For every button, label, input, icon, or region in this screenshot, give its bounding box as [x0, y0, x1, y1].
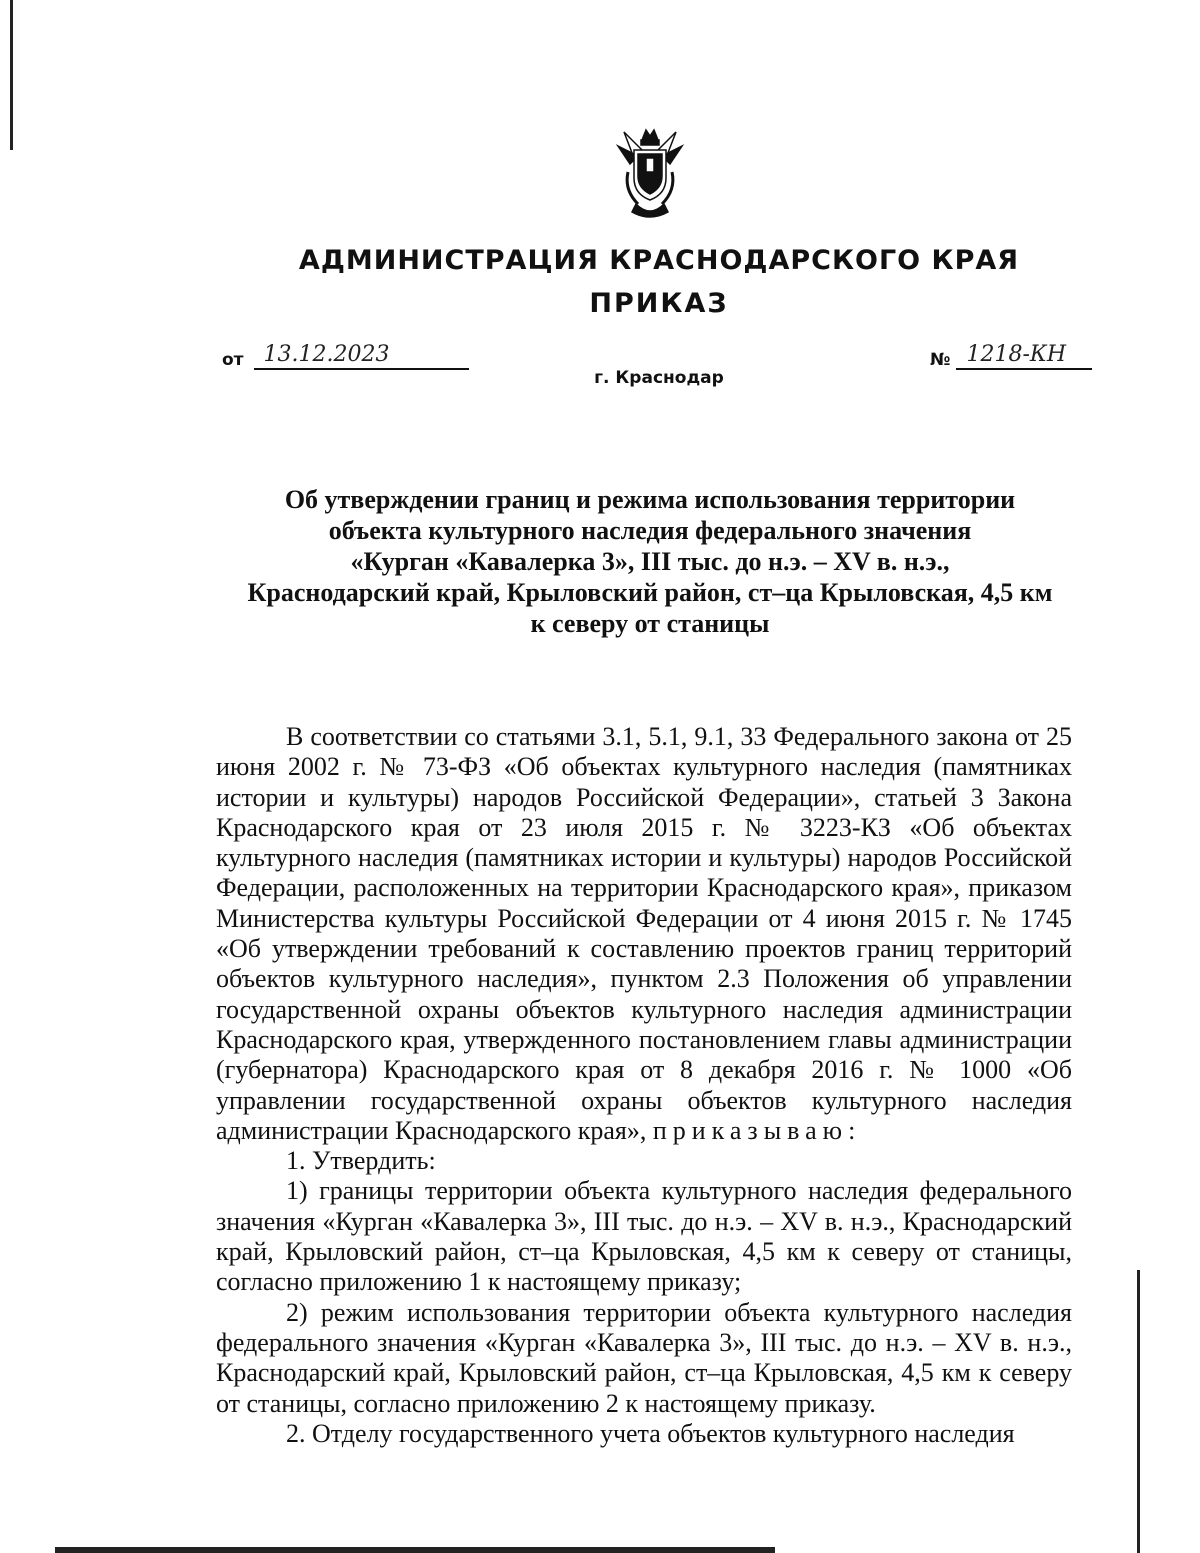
title-line: объекта культурного наследия федерального значения — [328, 516, 972, 545]
scan-edge-right — [1137, 1270, 1140, 1553]
document-type: ПРИКАЗ — [589, 288, 729, 319]
title-line: Об утверждении границ и режима использования территории — [284, 485, 1016, 514]
title-line: Краснодарский край, Крыловский район, ст–ца Крыловская, 4,5 км — [247, 578, 1053, 607]
preamble-paragraph — [216, 722, 1072, 1146]
item-1-2: 2) режим использования территории объекта культурного наследия федерального значения «Курган «Кавалерка 3», III тыс. до н.э. – XV в. н.э., Краснодарский край, Крыловский район, ст–ца Крыловская, 4,5 км к северу от станицы, согласно приложению 2 к настоящему приказу. — [216, 1297, 1072, 1418]
scan-edge-left — [10, 0, 13, 150]
document-title — [200, 484, 1100, 639]
title-line: «Курган «Кавалерка 3», III тыс. до н.э. – XV в. н.э., — [350, 547, 950, 576]
order-word: приказываю: — [652, 1115, 862, 1145]
date-value: 13.12.2023 — [254, 342, 469, 370]
document-body — [216, 722, 1072, 1449]
number-label: № — [930, 350, 951, 370]
number-block — [930, 342, 1092, 370]
date-label: от — [222, 350, 244, 370]
scan-edge-bottom — [55, 1547, 775, 1553]
organization-name: АДМИНИСТРАЦИЯ КРАСНОДАРСКОГО КРАЯ — [298, 245, 1020, 276]
item-1: 1. Утвердить: — [286, 1146, 436, 1176]
number-value: 1218-КН — [956, 342, 1092, 370]
preamble-text: В соответствии со статьями 3.1, 5.1, 9.1, 33 Федерального закона от 25 июня 2002 г. № 73-ФЗ «Об объектах культурного наследия (памятниках истории и культуры) народов Российской Федерации», статьей 3 Закона Краснодарского края от 23 июля 2015 г. № 3223-КЗ «Об объектах культурного наследия (памятниках истории и культуры) народов Российской Федерации, расположенных на территории Краснодарского края», приказом Министерства культуры Российской Федерации от 4 июня 2015 г. № 1745 «Об утверждении требований к составлению проектов границ территорий объектов культурного наследия», пунктом 2.3 Положения об управлении государственной охраны объектов культурного наследия администрации Краснодарского края, утвержденного постановлением главы администрации (губернатора) Краснодарского края от 8 декабря 2016 г. № 1000 «Об управлении государственной охраны объектов культурного наследия администрации Краснодарского края», — [216, 722, 1072, 1145]
item-1-1: 1) границы территории объекта культурного наследия федерального значения «Курган «Кавалерка 3», III тыс. до н.э. – XV в. н.э., Краснодарский край, Крыловский район, ст–ца Крыловская, 4,5 км к северу от станицы, согласно приложению 1 к настоящему приказу; — [216, 1176, 1072, 1297]
city: г. Краснодар — [594, 368, 724, 388]
item-2: 2. Отделу государственного учета объектов культурного наследия — [286, 1418, 1015, 1448]
title-line: к северу от станицы — [530, 609, 770, 638]
coat-of-arms-icon — [612, 128, 688, 220]
date-block — [222, 342, 469, 370]
